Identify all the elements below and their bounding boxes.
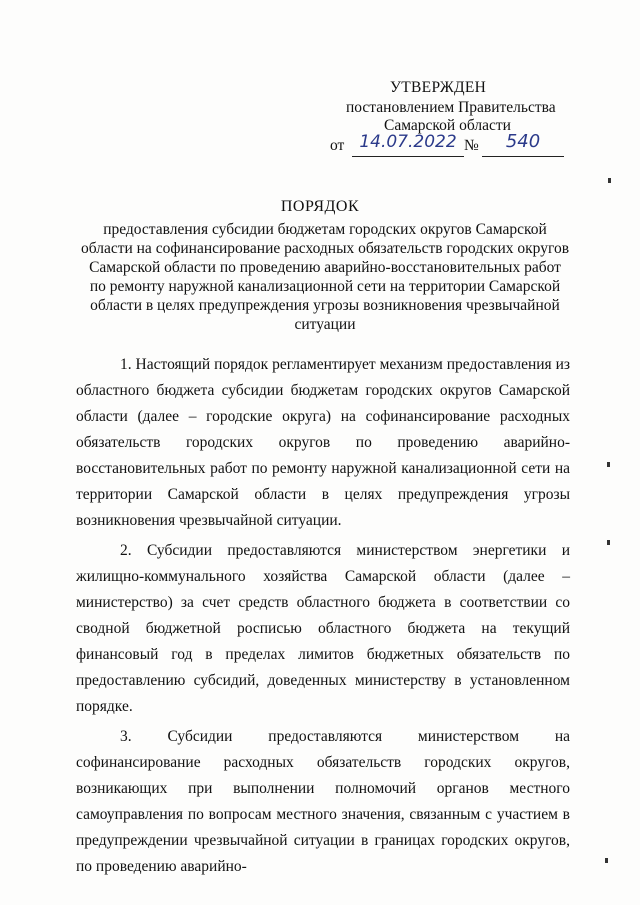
approval-title: УТВЕРЖДЕН [390,79,487,96]
document-title: ПОРЯДОК [280,198,360,215]
approval-line-resolution: постановлением Правительства [346,99,556,116]
scan-mark [607,540,610,545]
approval-date-prefix: от [330,137,345,154]
paragraph-3: 3. Субсидии предоставляются министерством на софинансирование расходных обязательств городских округов, возникающих при выполнении полномочий органов местного самоуправления по вопросам местного значения, связанным с участием в предупреждении чрезвычайной ситуации в границах городских округов, по проведению аварийно- [76,728,570,875]
paragraph-1: 1. Настоящий порядок регламентирует механизм предоставления из областного бюджета субсидии бюджетам городских округов Самарской области (далее – городские округа) на софинансирование расходных обязательств городских округов по проведению аварийно-восстановительных работ по ремонту наружной канализационной сети на территории Самарской области в целях предупреждения угрозы возникновения чрезвычайной ситуации. [76,356,570,529]
paragraph-2: 2. Субсидии предоставляются министерством энергетики и жилищно-коммунального хозяйства Самарской области (далее – министерство) за счет средств областного бюджета в соответствии со сводной бюджетной росписью областного бюджета на текущий финансовый год в пределах лимитов бюджетных обязательств по предоставлению субсидий, доведенных министерству в установленном порядке. [76,542,570,715]
approval-number-handwritten: 540 [482,132,564,157]
approval-line-region: Самарской области [384,117,511,134]
approval-number-label: № [464,137,479,154]
scan-mark [605,858,608,863]
approval-date-handwritten: 14.07.2022 [352,132,464,157]
scan-mark [608,178,611,183]
document-subtitle: предоставления субсидии бюджетам городских округов Самарской области на софинансирование расходных обязательств городских округов Самарской области по проведению аварийно-восстановительных работ по ремонту наружной канализационной сети на территории Самарской области в целях предупреждения угрозы возникновения чрезвычайной ситуации [80,221,570,333]
scan-mark [607,462,610,467]
document-body [76,352,570,884]
